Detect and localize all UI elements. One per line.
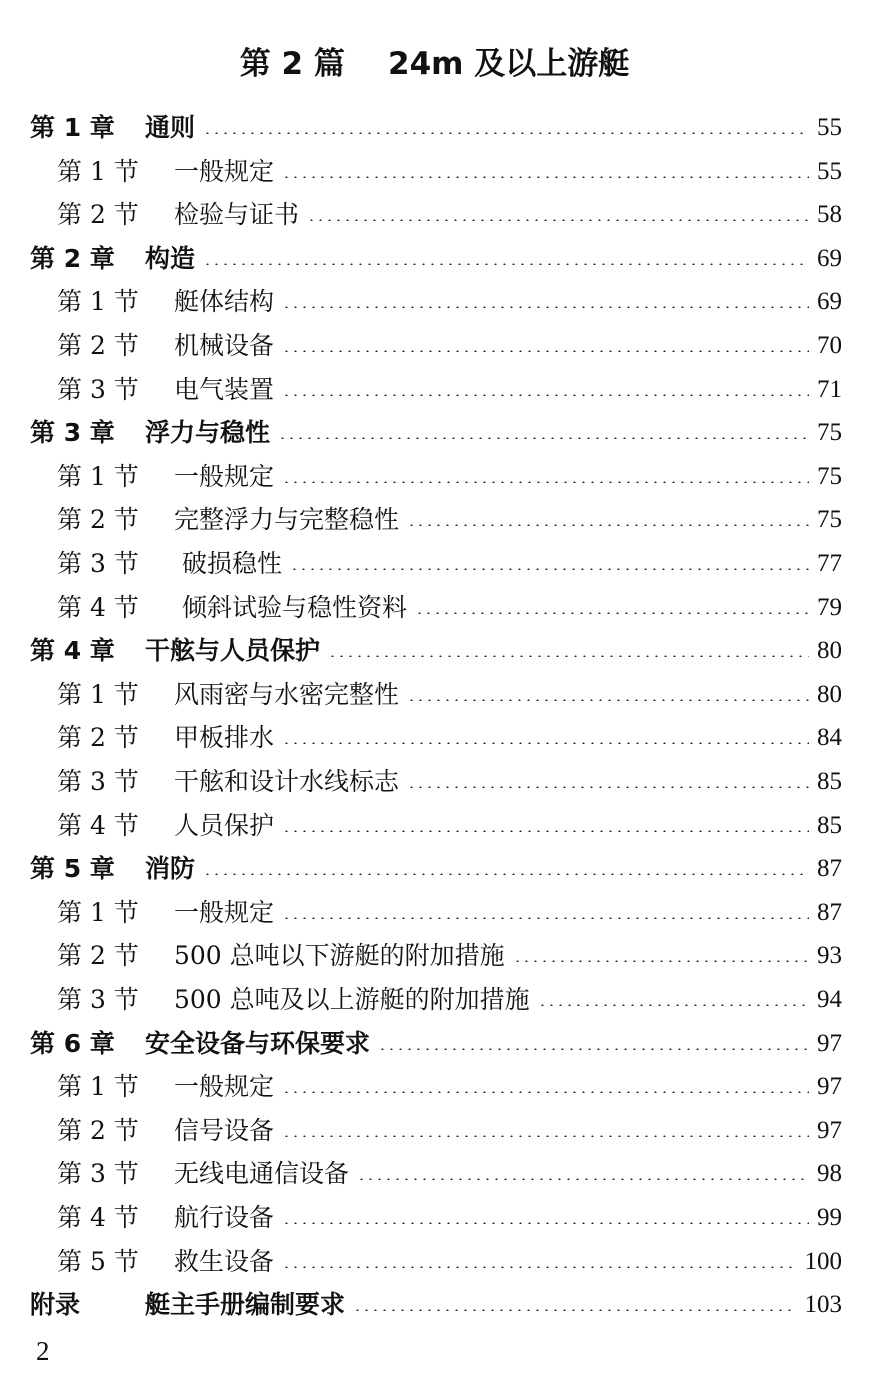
entry-number: 第 4 节 (57, 1203, 139, 1232)
toc-section-entry (57, 1242, 842, 1282)
dot-leader (328, 655, 809, 657)
toc-section-entry (57, 195, 842, 235)
dot-leader (282, 1091, 809, 1093)
entry-title: 检验与证书 (174, 200, 300, 229)
entry-number: 第 3 节 (57, 1159, 139, 1188)
entry-title: 消防 (145, 854, 196, 883)
entry-page-number: 85 (817, 812, 842, 839)
entry-number: 第 1 节 (57, 1072, 139, 1101)
entry-page-number: 98 (817, 1160, 842, 1187)
dot-leader (378, 1048, 809, 1050)
part-title: 第 2 篇 24m 及以上游艇 (239, 46, 630, 82)
entry-title: 风雨密与水密完整性 (174, 680, 400, 709)
dot-leader (203, 873, 809, 875)
entry-title: 通则 (145, 113, 196, 142)
dot-leader (290, 568, 809, 570)
entry-number: 第 4 节 (57, 593, 139, 622)
dot-leader (353, 1309, 796, 1311)
entry-label (57, 806, 274, 846)
toc-chapter-entry (30, 631, 842, 671)
entry-page-number: 70 (817, 332, 842, 359)
toc-chapter-entry (30, 1285, 842, 1325)
entry-label (57, 936, 505, 976)
dot-leader (282, 917, 809, 919)
entry-page-number: 80 (817, 637, 842, 664)
toc-chapter-entry (30, 1024, 842, 1064)
entry-title: 艇体结构 (174, 287, 275, 316)
entry-label (30, 631, 320, 671)
entry-number: 第 3 节 (57, 767, 139, 796)
entry-title: 安全设备与环保要求 (145, 1029, 371, 1058)
entry-page-number: 94 (817, 986, 842, 1013)
entry-title: 信号设备 (174, 1116, 275, 1145)
toc-section-entry (57, 936, 842, 976)
entry-page-number: 97 (817, 1030, 842, 1057)
entry-title: 完整浮力与完整稳性 (174, 505, 400, 534)
toc-section-entry (57, 544, 842, 584)
entry-number: 第 3 节 (57, 985, 139, 1014)
entry-page-number: 99 (817, 1204, 842, 1231)
entry-title: 一般规定 (174, 157, 275, 186)
entry-page-number: 75 (817, 506, 842, 533)
entry-page-number: 71 (817, 376, 842, 403)
entry-label (30, 1285, 345, 1325)
dot-leader (282, 176, 809, 178)
entry-number: 第 1 节 (57, 462, 139, 491)
dot-leader (203, 132, 809, 134)
entry-label (57, 675, 399, 715)
entry-label (30, 239, 195, 279)
dot-leader (407, 786, 809, 788)
entry-label (57, 588, 407, 628)
dot-leader (282, 394, 809, 396)
page-number: 2 (36, 1336, 50, 1366)
dot-leader (282, 1135, 809, 1137)
entry-label (30, 1024, 370, 1064)
entry-title: 无线电通信设备 (174, 1159, 350, 1188)
entry-label (30, 108, 195, 148)
entry-number: 附录 (30, 1290, 81, 1319)
entry-number: 第 3 章 (30, 418, 115, 447)
dot-leader (415, 612, 809, 614)
entry-page-number: 103 (804, 1291, 842, 1318)
dot-leader (282, 306, 809, 308)
toc-section-entry (57, 675, 842, 715)
entry-label (57, 1154, 349, 1194)
entry-page-number: 97 (817, 1073, 842, 1100)
dot-leader (282, 350, 809, 352)
dot-leader (282, 481, 809, 483)
dot-leader (282, 742, 809, 744)
entry-title: 甲板排水 (174, 723, 275, 752)
entry-title: 浮力与稳性 (145, 418, 271, 447)
dot-leader (278, 437, 809, 439)
entry-title: 一般规定 (174, 898, 275, 927)
entry-number: 第 2 节 (57, 200, 139, 229)
entry-page-number: 93 (817, 942, 842, 969)
entry-label (57, 893, 274, 933)
entry-label (57, 980, 530, 1020)
entry-number: 第 3 节 (57, 549, 139, 578)
toc-section-entry (57, 1154, 842, 1194)
entry-title: 航行设备 (174, 1203, 275, 1232)
entry-title: 干舷与人员保护 (145, 636, 321, 665)
entry-label (57, 1067, 274, 1107)
entry-page-number: 58 (817, 201, 842, 228)
entry-label (57, 762, 399, 802)
dot-leader (407, 699, 809, 701)
toc-section-entry (57, 980, 842, 1020)
entry-title: 倾斜试验与稳性资料 (174, 593, 407, 622)
entry-page-number: 55 (817, 158, 842, 185)
toc-section-entry (57, 588, 842, 628)
entry-number: 第 2 节 (57, 723, 139, 752)
entry-page-number: 75 (817, 463, 842, 490)
toc-section-entry (57, 893, 842, 933)
entry-title: 构造 (145, 244, 196, 273)
entry-title: 破损稳性 (174, 549, 282, 578)
entry-page-number: 69 (817, 288, 842, 315)
entry-title: 一般规定 (174, 1072, 275, 1101)
toc-section-entry (57, 806, 842, 846)
toc-chapter-entry (30, 108, 842, 148)
entry-number: 第 1 章 (30, 113, 115, 142)
toc-section-entry (57, 326, 842, 366)
toc-section-entry (57, 1198, 842, 1238)
entry-title: 救生设备 (174, 1247, 275, 1276)
entry-title: 500 总吨以下游艇的附加措施 (174, 941, 505, 970)
toc-chapter-entry (30, 413, 842, 453)
dot-leader (282, 1222, 809, 1224)
entry-number: 第 2 节 (57, 331, 139, 360)
entry-label (57, 718, 274, 758)
entry-page-number: 79 (817, 594, 842, 621)
entry-number: 第 5 节 (57, 1247, 139, 1276)
entry-page-number: 75 (817, 419, 842, 446)
entry-label (57, 370, 274, 410)
dot-leader (282, 1266, 796, 1268)
entry-label (57, 326, 274, 366)
entry-title: 人员保护 (174, 811, 275, 840)
dot-leader (513, 960, 809, 962)
entry-label (57, 1198, 274, 1238)
entry-number: 第 3 节 (57, 375, 139, 404)
entry-page-number: 84 (817, 724, 842, 751)
dot-leader (282, 830, 809, 832)
dot-leader (538, 1004, 809, 1006)
entry-title: 机械设备 (174, 331, 275, 360)
dot-leader (357, 1178, 809, 1180)
toc-section-entry (57, 500, 842, 540)
entry-number: 第 6 章 (30, 1029, 115, 1058)
entry-title: 一般规定 (174, 462, 275, 491)
entry-title: 500 总吨及以上游艇的附加措施 (174, 985, 530, 1014)
entry-label (30, 413, 270, 453)
entry-title: 干舷和设计水线标志 (174, 767, 400, 796)
entry-title: 艇主手册编制要求 (145, 1290, 346, 1319)
entry-page-number: 69 (817, 245, 842, 272)
entry-number: 第 2 节 (57, 1116, 139, 1145)
entry-label (57, 195, 299, 235)
entry-page-number: 87 (817, 855, 842, 882)
entry-number: 第 5 章 (30, 854, 115, 883)
entry-number: 第 1 节 (57, 157, 139, 186)
entry-number: 第 4 节 (57, 811, 139, 840)
toc-section-entry (57, 762, 842, 802)
entry-label (30, 849, 195, 889)
toc-section-entry (57, 152, 842, 192)
toc-section-entry (57, 370, 842, 410)
toc-section-entry (57, 457, 842, 497)
entry-number: 第 1 节 (57, 898, 139, 927)
entry-number: 第 2 章 (30, 244, 115, 273)
entry-number: 第 2 节 (57, 505, 139, 534)
entry-page-number: 80 (817, 681, 842, 708)
toc-section-entry (57, 282, 842, 322)
entry-page-number: 100 (804, 1248, 842, 1275)
entry-label (57, 282, 274, 322)
entry-page-number: 87 (817, 899, 842, 926)
entry-label (57, 152, 274, 192)
entry-number: 第 1 节 (57, 680, 139, 709)
entry-label (57, 1242, 274, 1282)
toc-chapter-entry (30, 849, 842, 889)
entry-label (57, 500, 399, 540)
entry-number: 第 4 章 (30, 636, 115, 665)
entry-page-number: 55 (817, 114, 842, 141)
toc-section-entry (57, 1067, 842, 1107)
entry-page-number: 97 (817, 1117, 842, 1144)
dot-leader (307, 219, 809, 221)
entry-page-number: 85 (817, 768, 842, 795)
dot-leader (203, 263, 809, 265)
entry-label (57, 544, 282, 584)
toc-chapter-entry (30, 239, 842, 279)
entry-number: 第 1 节 (57, 287, 139, 316)
entry-title: 电气装置 (174, 375, 275, 404)
toc-section-entry (57, 1111, 842, 1151)
dot-leader (407, 524, 809, 526)
entry-number: 第 2 节 (57, 941, 139, 970)
toc-section-entry (57, 718, 842, 758)
entry-label (57, 457, 274, 497)
entry-label (57, 1111, 274, 1151)
entry-page-number: 77 (817, 550, 842, 577)
